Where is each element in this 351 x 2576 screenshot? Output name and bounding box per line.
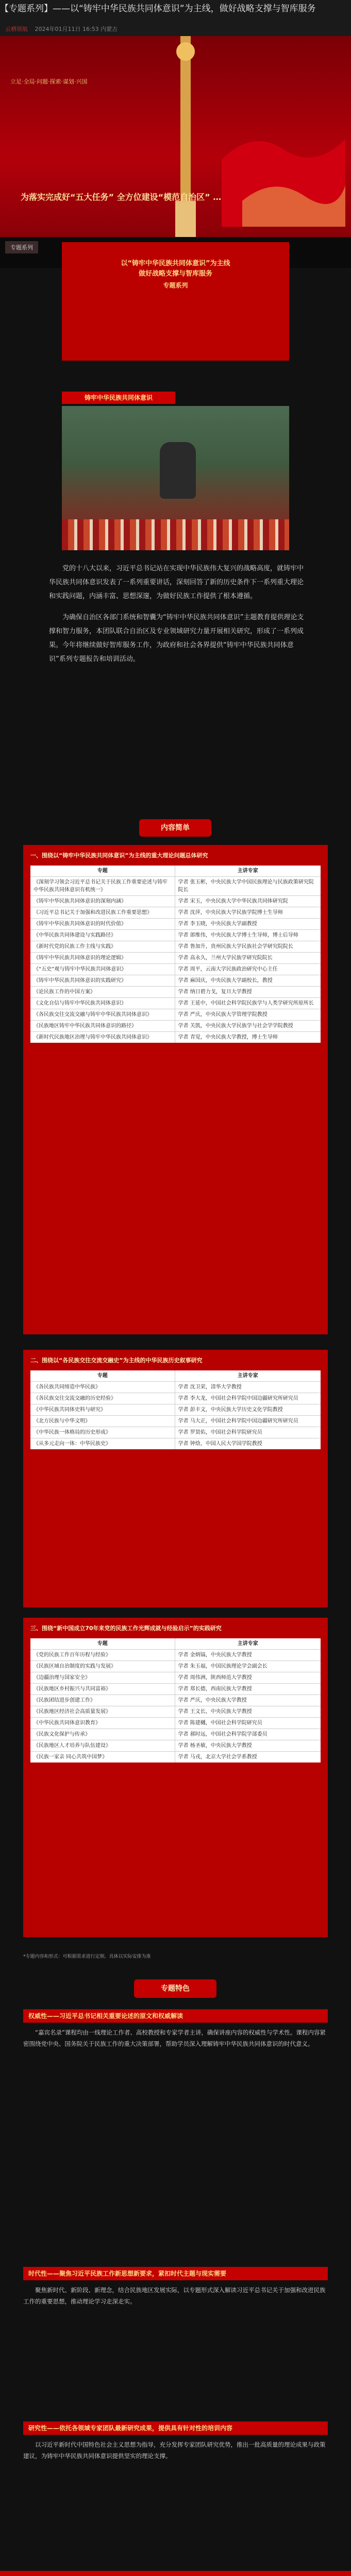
col-header-topic: 专题 xyxy=(30,1638,175,1649)
expert-cell: 学者 王文长，中央民族大学教授 xyxy=(178,1709,252,1715)
expert-cell: 学者 马大正，中国社会科学院中国边疆研究所研究员 xyxy=(178,1418,298,1424)
topic-cell: 《各民族交往交流交融与铸牢中华民族共同体意识》 xyxy=(30,1009,175,1020)
table-row xyxy=(30,1021,321,1032)
hero-slogan: 为落实完成好“五大任务” 全方位建设“模范自治区” … xyxy=(21,192,222,202)
monument-image xyxy=(155,36,216,237)
topic-cell: 《北方民族与中华文明》 xyxy=(30,1416,175,1427)
topic-cell: 《中华民族共同体史料与研究》 xyxy=(30,1404,175,1415)
expert-cell: 学者 郎维伟，中央民族大学博士生导师，博士后导师 xyxy=(178,933,298,938)
expert-cell: 学者 金炳镐，中央民族大学教授 xyxy=(178,1652,252,1658)
col-header-topic: 专题 xyxy=(30,1370,175,1381)
expert-cell: 学者 宋玉，中央民族大学中华民族共同体研究院 xyxy=(178,899,288,904)
table-row xyxy=(30,896,321,907)
topic-cell: 《新时代民族地区治理与铸牢中华民族共同体意识》 xyxy=(30,1032,175,1043)
col-header-expert: 主讲专家 xyxy=(237,1641,258,1647)
expert-cell: 学者 沈卫荣，清华大学教授 xyxy=(178,1384,242,1390)
features-header xyxy=(0,1978,351,1999)
expert-cell: 学者 张玉彬，中央民族大学中国民族理论与民族政策研究院院长 xyxy=(178,879,314,893)
expert-cell: 学者 罗贤佑，中国社会科学院研究员 xyxy=(178,1430,262,1435)
expert-cell: 学者 郑长德，西南民族大学教授 xyxy=(178,1686,252,1692)
table-row xyxy=(30,1684,321,1695)
expert-cell: 学者 关凯，中央民族大学民族学与社会学学院教授 xyxy=(178,1023,293,1029)
table-header-row xyxy=(30,1638,321,1650)
expert-cell: 学者 周平，云南大学民族政治研究中心主任 xyxy=(178,967,278,972)
feature-block-2 xyxy=(23,2267,328,2380)
article-title: 【专题系列】——以“铸牢中华民族共同体意识”为主线，做好战略支撑与智库服务 xyxy=(0,4,316,14)
expert-cell: 学者 严庆，中央民族大学管理学院教授 xyxy=(178,1012,268,1018)
hero-crumbs: 立足·全局·问题·探索·谋划·兴国 xyxy=(10,78,88,85)
expert-cell: 学者 彭丰文，中央民族大学历史文化学院教授 xyxy=(178,1407,283,1413)
col-header-expert: 主讲专家 xyxy=(237,1373,258,1379)
table-row xyxy=(30,1740,321,1752)
table-row xyxy=(30,998,321,1009)
topic-cell: 《民族地区乡村振兴与共同富裕》 xyxy=(30,1684,175,1694)
expert-cell: 学者 李玉晓，中央民族大学副教授 xyxy=(178,921,257,927)
intro-text xyxy=(49,562,307,673)
features-title: 专题特色 xyxy=(134,1979,216,1998)
table-row xyxy=(30,1672,321,1684)
expert-cell: 学者 鲁加升，贵州民族大学民族社会学研究院院长 xyxy=(178,944,293,950)
table-row xyxy=(30,1438,321,1449)
topic-cell: 《中华民族共同体建设与实践路径》 xyxy=(30,930,175,941)
table-row xyxy=(30,941,321,953)
topic-cell: 《民族地区人才培养与队伍建设》 xyxy=(30,1740,175,1751)
table-header-row xyxy=(30,1370,321,1382)
table-row xyxy=(30,987,321,998)
article-header xyxy=(0,0,351,36)
series-tag[interactable]: 专题系列 xyxy=(5,241,38,253)
table-row xyxy=(30,907,321,919)
table-row xyxy=(30,1706,321,1718)
expert-cell: 学者 陈建樾，中国社会科学院研究员 xyxy=(178,1720,262,1726)
topic-cell: 《铸牢中华民族共同体意识的深刻内涵》 xyxy=(30,896,175,907)
expert-cell: 学者 王延中，中国社会科学院民族学与人类学研究所原所长 xyxy=(178,1001,314,1006)
topic-cell: 《民族团结进步创建工作》 xyxy=(30,1695,175,1706)
photo-crowd xyxy=(62,519,289,550)
feature-photo-block xyxy=(62,394,289,551)
table-row xyxy=(30,1752,321,1762)
col-header-expert: 主讲专家 xyxy=(237,868,258,874)
article-date: 2024年01月11日 16:53 内蒙古 xyxy=(35,26,118,32)
table-row xyxy=(30,1718,321,1729)
expert-cell: 学者 马戎，北京大学社会学系教授 xyxy=(178,1754,257,1760)
table-row xyxy=(30,1393,321,1404)
expert-cell: 学者 严庆，中央民族大学教授 xyxy=(178,1698,247,1703)
feature-block-2-title: 时代性——聚焦习近平民族工作新思想新要求，紧扣时代主题与现实需要 xyxy=(23,2267,328,2280)
series-card-line-1: 以“铸牢中华民族共同体意识”为主线 xyxy=(121,260,230,267)
topic-cell: 《中华民族共同体意识教育》 xyxy=(30,1718,175,1728)
topic-cell: 《新时代党的民族工作主线与实践》 xyxy=(30,941,175,952)
feature-block-3 xyxy=(23,2421,328,2555)
table-row xyxy=(30,1416,321,1427)
topic-cell: 《民族地区经济社会高质量发展》 xyxy=(30,1706,175,1717)
table-row xyxy=(30,1650,321,1661)
expert-cell: 学者 郝时远，中国社会科学院学部委员 xyxy=(178,1732,268,1737)
hero-banner xyxy=(0,36,351,237)
topic-cell: 《各民族交往交流交融的历史经验》 xyxy=(30,1393,175,1404)
topic-card-1-heading: 一、围绕以“铸牢中华民族共同体意识”为主线的重大理论问题总体研究 xyxy=(30,852,208,859)
feature-block-1 xyxy=(23,2009,328,2164)
flags-image xyxy=(222,98,345,227)
topic-cell: 《民族地区铸牢中华民族共同体意识的路径》 xyxy=(30,1021,175,1031)
table-row xyxy=(30,930,321,941)
topic-card-1 xyxy=(23,845,328,1334)
feature-photo xyxy=(62,406,289,550)
table-row xyxy=(30,964,321,975)
table-row xyxy=(30,953,321,964)
table-row xyxy=(30,1404,321,1416)
expert-cell: 学者 纳日碧力戈，复旦大学教授 xyxy=(178,989,252,995)
topic-cell: 《深刻学习领会习近平总书记关于民族工作重要论述与铸牢中华民族共同体意识有机统一》 xyxy=(30,877,175,895)
table-row xyxy=(30,1032,321,1043)
intro-paragraph-2: 为确保自治区各部门系统和智囊为“铸牢中华民族共同体意识”主题教育提供理论支撑和智力服务，本团队联合自治区及专业领域研究力量开展相关研究，形成了一系列成果。今年将继续做好智库服务工作，为政府和社会各界提供“铸牢中华民族共同体意识”系列专题报告和培训活动。 xyxy=(49,614,304,663)
table-row xyxy=(30,1729,321,1740)
expert-cell: 学者 朱玉福，中国民族理论学会副会长 xyxy=(178,1664,268,1669)
table-row xyxy=(30,1661,321,1672)
series-card xyxy=(62,242,289,361)
topic-cell: 《铸牢中华民族共同体意识的理论逻辑》 xyxy=(30,953,175,963)
photo-tag: 铸牢中华民族共同体意识 xyxy=(62,392,175,404)
expert-cell: 学者 沈萍，中央民族大学民族学院博士生导师 xyxy=(178,910,283,916)
topic-card-2 xyxy=(23,1350,328,1607)
topic-cell: 《铸牢中华民族共同体意识的时代价值》 xyxy=(30,919,175,929)
expert-cell: 学者 杨圣敏，中央民族大学教授 xyxy=(178,1743,252,1749)
feature-block-3-body xyxy=(23,2439,328,2466)
feature-block-3-text: 以习近平新时代中国特色社会主义思想为指导，充分发挥专家团队研究优势，推出一批高质量的理论成果与政策建议，为铸牢中华民族共同体意识提供坚实的理论支撑。 xyxy=(23,2441,326,2460)
intro-paragraph-1: 党的十八大以来，习近平总书记站在实现中华民族伟大复兴的战略高度，就铸牢中华民族共同体意识发表了一系列重要讲话，深刻回答了新的历史条件下一系列重大理论和实践问题，内涵丰富、思想深邃，为做好民族工作提供了根本遵循。 xyxy=(49,565,304,600)
feature-block-3-title: 研究性——依托各领域专家团队最新研究成果，提供具有针对性的培训内容 xyxy=(23,2421,328,2435)
col-header-topic: 专题 xyxy=(30,866,175,876)
topic-cell: 《党的民族工作百年历程与经验》 xyxy=(30,1650,175,1660)
feature-block-1-title: 权威性——习近平总书记相关重要论述的原文和权威解读 xyxy=(23,2009,328,2023)
topic-card-3-heading: 三、围绕“新中国成立70年来党的民族工作光辉成就与经验启示”的实践研究 xyxy=(30,1625,222,1632)
table-row xyxy=(30,1427,321,1438)
topic-table-3 xyxy=(30,1638,321,1762)
table-footnote: *专题内容和形式：可根据需求进行定制，具体以实际安排为准 xyxy=(23,1954,151,1959)
table-row xyxy=(30,919,321,930)
topic-table-1 xyxy=(30,866,321,1043)
topic-cell: 《民族区域自治制度的实践与发展》 xyxy=(30,1661,175,1672)
table-row xyxy=(30,1382,321,1393)
topic-cell: 《各民族共同缔造中华民族》 xyxy=(30,1382,175,1393)
table-row xyxy=(30,1009,321,1021)
feature-block-2-text: 聚焦新时代、新阶段、新理念，结合民族地区发展实际，以专题形式深入解读习近平总书记关于加强和改进民族工作的重要思想，推动理论学习走深走实。 xyxy=(23,2286,326,2305)
topic-cell: 《边疆治理与国家安全》 xyxy=(30,1672,175,1683)
expert-cell: 学者 麻国庆，中央民族大学副校长，教授 xyxy=(178,978,273,984)
feature-block-1-body xyxy=(23,2027,328,2054)
article-meta xyxy=(5,25,118,33)
table-header-row xyxy=(30,866,321,877)
photo-figure xyxy=(160,442,196,499)
table-row xyxy=(30,877,321,896)
series-card-line-2: 做好战略支撑与智库服务 xyxy=(138,270,212,278)
topic-cell: 《民族一家亲 同心共筑中国梦》 xyxy=(30,1752,175,1762)
topic-card-3 xyxy=(23,1618,328,1937)
topic-cell: 《中华民族一体格局的历史形成》 xyxy=(30,1427,175,1438)
bottom-bar xyxy=(0,2571,351,2576)
expert-cell: 学者 钟焓，中国人民大学国学院教授 xyxy=(178,1441,262,1447)
topic-cell: 《从多元走向一体：中华民族史》 xyxy=(30,1438,175,1449)
topic-cell: 《论民族工作的中国方案》 xyxy=(30,987,175,997)
table-row xyxy=(30,975,321,987)
content-section-header xyxy=(0,819,351,837)
article-source-link[interactable]: 云栖领航 xyxy=(5,26,28,32)
expert-cell: 学者 高永久，兰州大学民族学研究院院长 xyxy=(178,955,273,961)
expert-cell: 学者 李大龙，中国社会科学院中国边疆研究所研究员 xyxy=(178,1396,298,1401)
topic-cell: 《“五史”观与铸牢中华民族共同体意识》 xyxy=(30,964,175,975)
feature-block-1-text: “嘉宾名录”课程均由一线理论工作者、高校教授和专家学者主讲，确保讲座内容的权威性与学术性。课程内容紧密围绕党中央、国务院关于民族工作的重大决策部署，帮助学员深入理解铸牢中华民族共同体意识的时代意义。 xyxy=(23,2029,326,2047)
content-section-title: 内容简单 xyxy=(139,819,211,837)
topic-cell: 《文化自信与铸牢中华民族共同体意识》 xyxy=(30,998,175,1009)
topic-cell: 《铸牢中华民族共同体意识的实践研究》 xyxy=(30,975,175,986)
topic-cell: 《民族文化保护与传承》 xyxy=(30,1729,175,1740)
table-row xyxy=(30,1695,321,1706)
topic-card-2-heading: 二、围绕以“各民族交往交流交融史”为主线的中华民族历史叙事研究 xyxy=(30,1357,203,1364)
topic-table-2 xyxy=(30,1370,321,1449)
feature-block-2-body xyxy=(23,2284,328,2311)
expert-cell: 学者 周伟洲，陕西师范大学教授 xyxy=(178,1675,252,1681)
expert-cell: 学者 青觉，中央民族大学教授，博士生导师 xyxy=(178,1035,278,1040)
series-card-line-3: 专题系列 xyxy=(163,282,188,289)
topic-cell: 《习近平总书记关于加强和改进民族工作重要思想》 xyxy=(30,907,175,918)
